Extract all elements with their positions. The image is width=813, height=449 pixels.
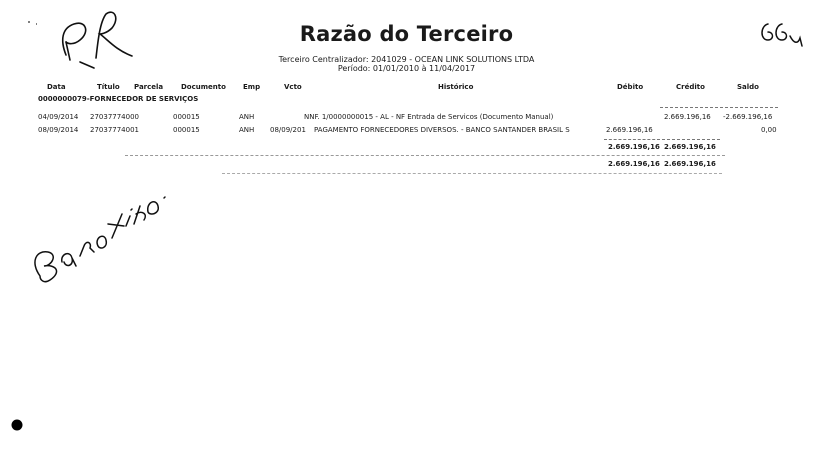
- report-title: Razão do Terceiro: [299, 22, 514, 46]
- column-header-titulo: Título: [97, 83, 120, 91]
- row-documento: 000015: [173, 113, 200, 121]
- group-label: 0000000079-FORNECEDOR DE SERVIÇOS: [38, 95, 199, 103]
- column-header-vcto: Vcto: [284, 83, 302, 91]
- row-titulo: 27037774001: [90, 126, 139, 134]
- subtotal-credito: 2.669.196,16: [664, 143, 716, 151]
- divider: [222, 173, 722, 174]
- column-header-historico: Histórico: [438, 83, 474, 91]
- row-documento: 000015: [173, 126, 200, 134]
- handwritten-signature: [35, 197, 165, 282]
- row-saldo: 0,00: [761, 126, 777, 134]
- column-header-emp: Emp: [243, 83, 261, 91]
- subtotal-debito: 2.669.196,16: [608, 143, 660, 151]
- row-historico: NNF. 1/0000000015 - AL - NF Entrada de Servicos (Documento Manual): [304, 113, 554, 121]
- row-date: 08/09/2014: [38, 126, 79, 134]
- row-debito: 2.669.196,16: [606, 126, 653, 134]
- divider: [604, 139, 660, 140]
- column-header-data: Data: [47, 83, 66, 91]
- divider: [660, 107, 778, 108]
- row-saldo: -2.669.196,16: [723, 113, 773, 121]
- column-header-documento: Documento: [181, 83, 226, 91]
- total-credito: 2.669.196,16: [664, 160, 716, 168]
- column-header-credito: Crédito: [676, 83, 705, 91]
- column-header-saldo: Saldo: [737, 83, 759, 91]
- divider: [125, 155, 725, 156]
- row-credito: 2.669.196,16: [664, 113, 711, 121]
- period-line: Período: 01/01/2010 à 11/04/2017: [337, 64, 476, 73]
- centralizer-line: Terceiro Centralizador: 2041029 - OCEAN LINK SOLUTIONS LTDA: [278, 55, 535, 64]
- row-emp: ANH: [239, 113, 255, 121]
- total-debito: 2.669.196,16: [608, 160, 660, 168]
- punch-hole-mark: [12, 420, 23, 431]
- divider: [662, 139, 720, 140]
- column-header-parcela: Parcela: [134, 83, 164, 91]
- row-titulo: 27037774000: [90, 113, 139, 121]
- row-date: 04/09/2014: [38, 113, 79, 121]
- column-header-debito: Débito: [617, 83, 644, 91]
- row-vcto: 08/09/201: [270, 126, 306, 134]
- row-historico: PAGAMENTO FORNECEDORES DIVERSOS. - BANCO SANTANDER BRASIL S: [314, 126, 570, 134]
- row-emp: ANH: [239, 126, 255, 134]
